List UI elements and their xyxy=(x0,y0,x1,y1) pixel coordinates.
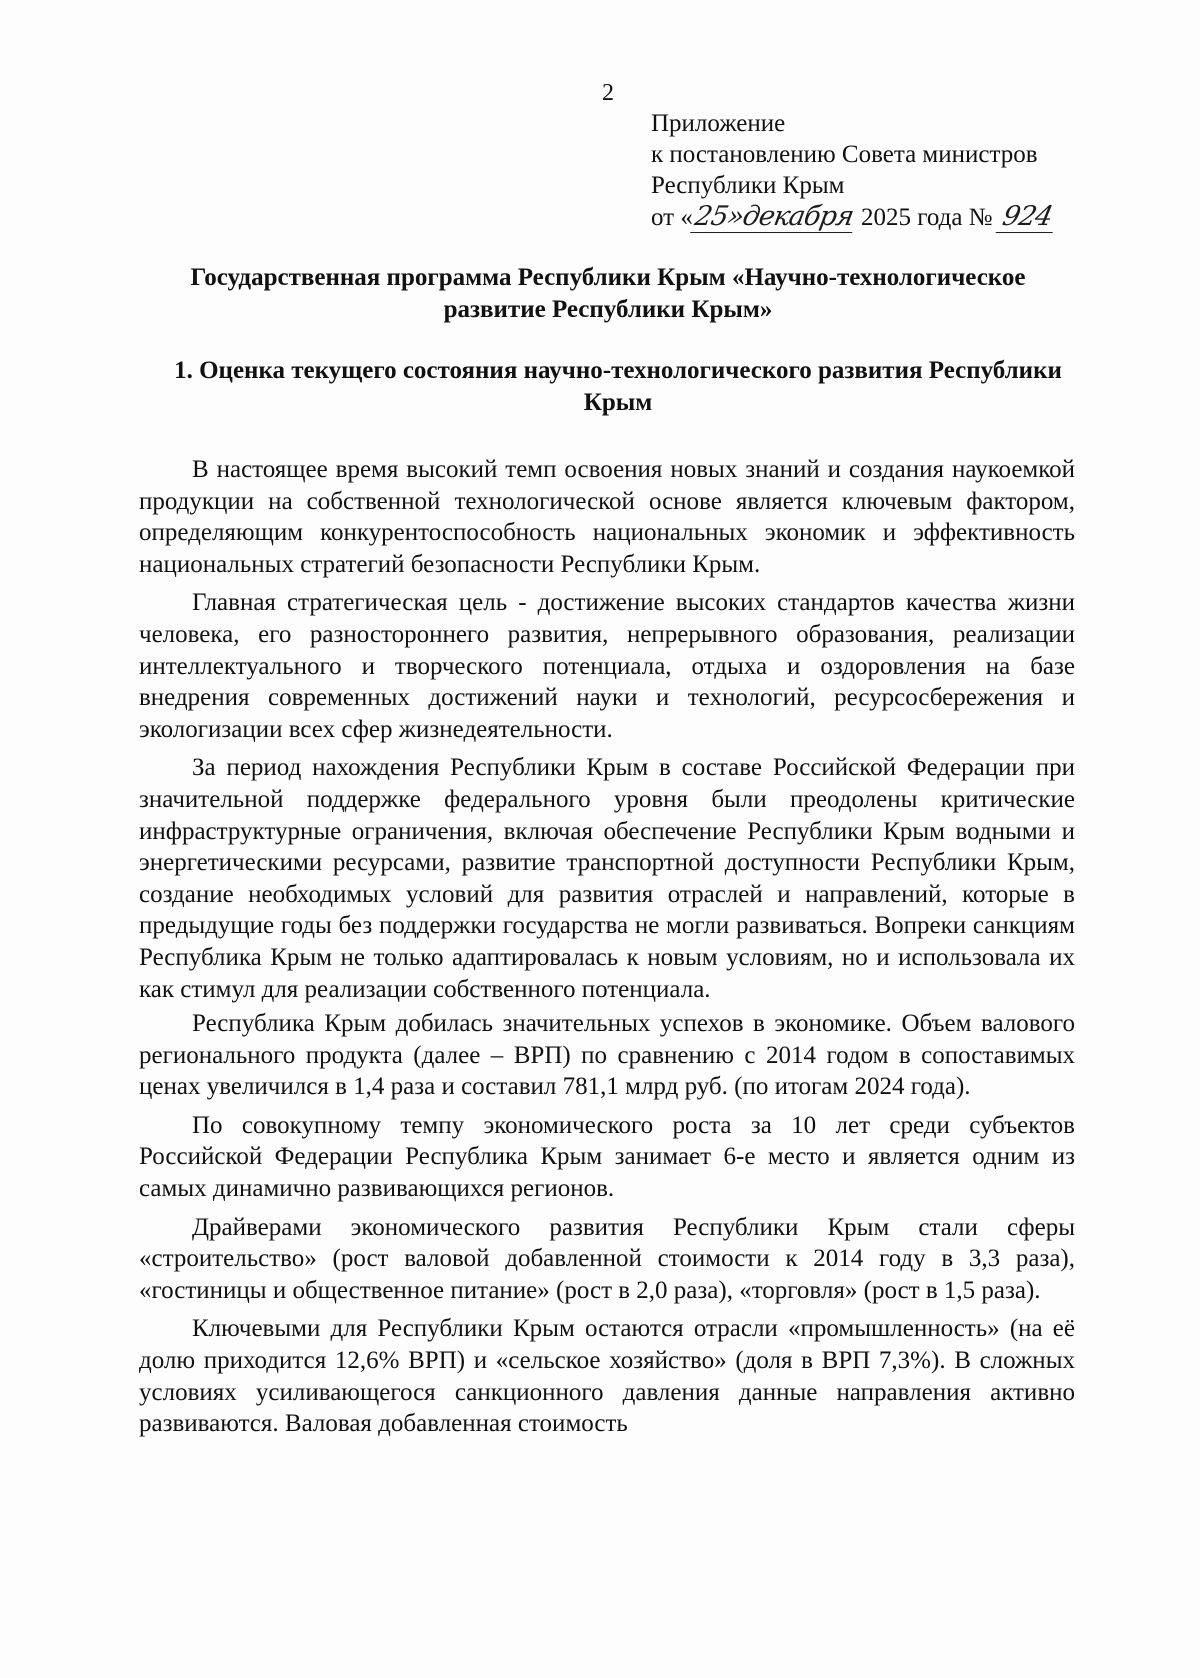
program-title: Государственная программа Республики Крым «Научно-технологическое развитие Республики Крым» xyxy=(190,264,1026,323)
paragraph: По совокупному темпу экономического роста за 10 лет среди субъектов Российской Федерации Республика Крым занимает 6-е место и является одним из самых динамично развивающихся регионов. xyxy=(139,1111,1075,1203)
paragraph: Главная стратегическая цель - достижение высоких стандартов качества жизни человека, его разностороннего развития, непрерывного образования, реализации интеллектуального и творческого потенциала, отдыха и оздоровления на базе внедрения современных достижений науки и технологий, ресурсосбережения и экологизации всех сфер жизнедеятельности. xyxy=(139,589,1075,743)
body-text xyxy=(139,454,1075,1447)
handwritten-date: 25»декабря xyxy=(690,201,857,233)
paragraph: Ключевыми для Республики Крым остаются отрасли «промышленность» (на её долю приходится 12,6% ВРП) и «сельское хозяйство» (доля в ВРП 7,3%). В сложных условиях усиливающегося санкционного давления данные направления активно развиваются. Валовая добавленная стоимость xyxy=(139,1315,1075,1438)
page-number: 2 xyxy=(602,80,614,106)
appendix-block xyxy=(651,108,1055,233)
date-prefix: от « xyxy=(651,204,693,231)
paragraph: За период нахождения Республики Крым в составе Российской Федерации при значительной поддержке федерального уровня были преодолены критические инфраструктурные ограничения, включая обеспечение Республики Крым водными и энергетическими ресурсами, развитие транспортной доступности Республики Крым, создание необходимых условий для развития отраслей и направлений, которые в предыдущие годы без поддержки государства не могли развиваться. Вопреки санкциям Республика Крым не только адаптировалась к новым условиям, но и использовала их как стимул для реализации собственного потенциала. xyxy=(139,754,1075,1003)
appendix-date-line xyxy=(651,201,1055,233)
date-suffix: 2025 года № xyxy=(860,204,993,231)
appendix-line-3: Республики Крым xyxy=(651,172,845,199)
paragraph: Драйверами экономического развития Республики Крым стали сферы «строительство» (рост валовой добавленной стоимости к 2014 году в 3,3 раза), «гостиницы и общественное питание» (рост в 2,0 раза), «торговля» (рост в 1,5 раза). xyxy=(139,1213,1075,1304)
paragraph: В настоящее время высокий темп освоения новых знаний и создания наукоемкой продукции на собственной технологической основе является ключевым фактором, определяющим конкурентоспособность национальных экономик и эффективность национальных стратегий безопасности Республики Крым. xyxy=(139,456,1075,578)
appendix-line-1: Приложение xyxy=(651,110,786,137)
handwritten-number: 924 xyxy=(995,201,1058,233)
section-title: 1. Оценка текущего состояния научно-технологического развития Республики Крым xyxy=(174,357,1062,416)
appendix-line-2: к постановлению Совета министров xyxy=(651,141,1038,168)
paragraph: Республика Крым добилась значительных успехов в экономике. Объем валового регионального продукта (далее – ВРП) по сравнению с 2014 годом в сопоставимых ценах увеличился в 1,4 раза и составил 781,1 млрд руб. (по итогам 2024 года). xyxy=(139,1010,1075,1101)
